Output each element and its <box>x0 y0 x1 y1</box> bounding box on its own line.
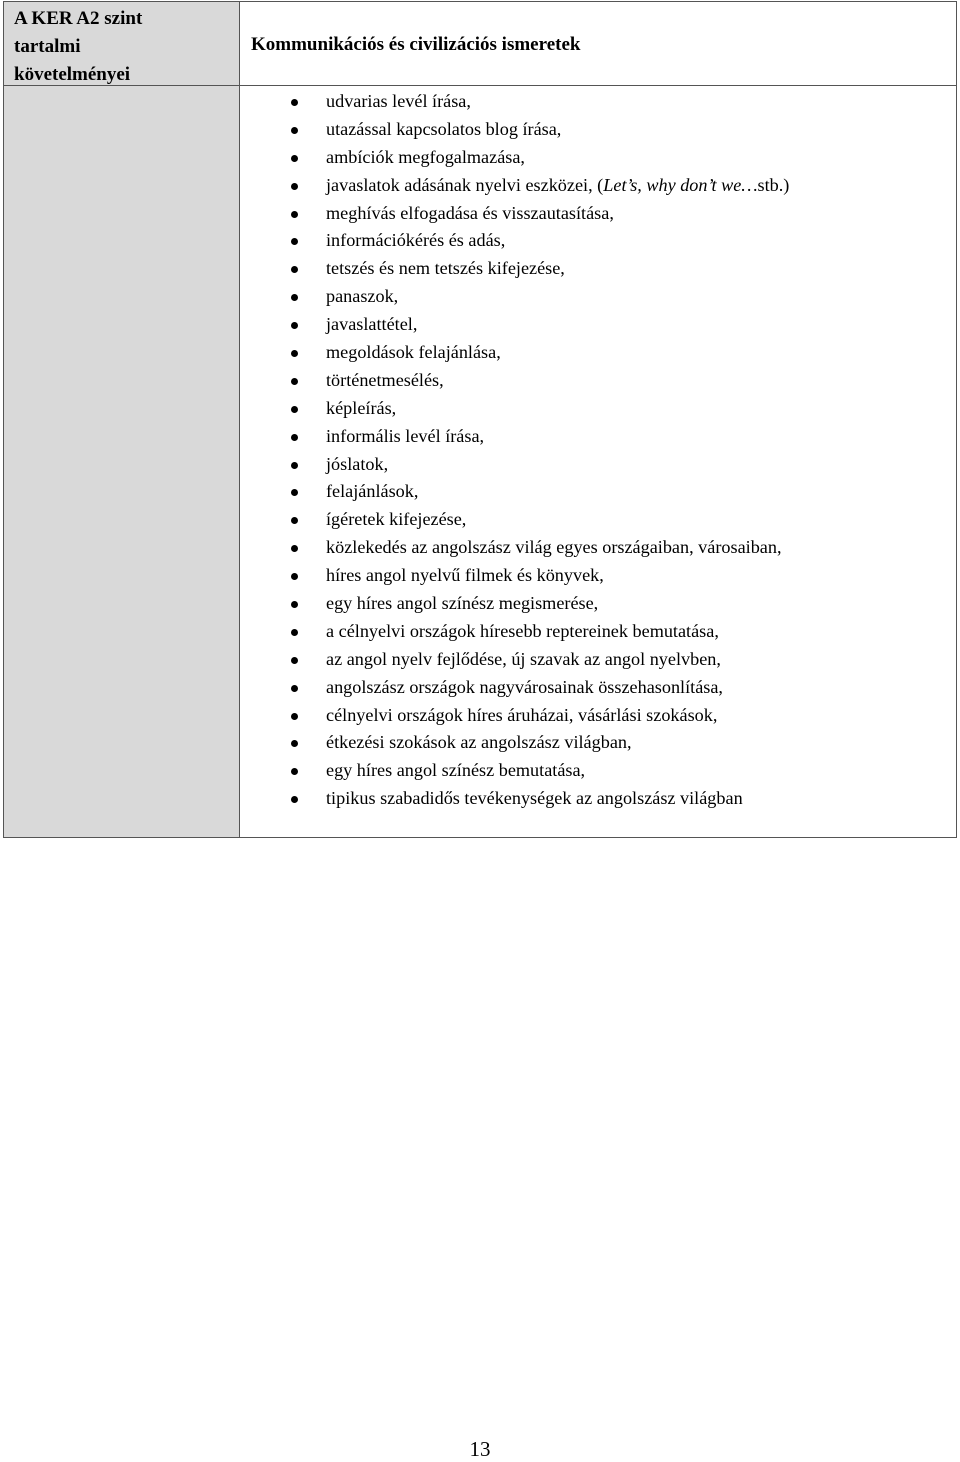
list-item-text: javaslatok adásának nyelvi eszközei, ( <box>326 174 604 195</box>
list-item-text: felajánlások, <box>326 481 419 502</box>
list-item <box>240 339 956 367</box>
bullet-icon <box>291 211 298 218</box>
list-item-text: tipikus szabadidős tevékenységek az angolszász világban <box>326 788 743 809</box>
list-item-text: jóslatok, <box>326 453 389 474</box>
list-item-text: tetszés és nem tetszés kifejezése, <box>326 258 565 279</box>
bullet-icon <box>291 601 298 608</box>
list-item-text: a célnyelvi országok híresebb reptereinek bemutatása, <box>326 620 719 641</box>
level-header <box>4 2 239 86</box>
list-item <box>240 702 956 730</box>
list-item-text: ambíciók megfogalmazása, <box>326 146 525 167</box>
bullet-icon <box>291 183 298 190</box>
list-item-text: közlekedés az angolszász világ egyes országaiban, városaiban, <box>326 537 782 558</box>
level-header-line: követelményei <box>14 64 131 85</box>
list-item-text: híres angol nyelvű filmek és könyvek, <box>326 565 604 586</box>
left-column <box>4 2 240 837</box>
list-item <box>240 506 956 534</box>
list-item-text: megoldások felajánlása, <box>326 342 501 363</box>
list-item-text: informális levél írása, <box>326 425 485 446</box>
list-item-text: utazással kapcsolatos blog írása, <box>326 118 562 139</box>
list-item <box>240 395 956 423</box>
list-item-text: egy híres angol színész bemutatása, <box>326 760 586 781</box>
list-item <box>240 144 956 172</box>
bullet-icon <box>291 350 298 357</box>
list-item <box>240 116 956 144</box>
bullet-icon <box>291 266 298 273</box>
bullet-icon <box>291 99 298 106</box>
bullet-icon <box>291 434 298 441</box>
list-item <box>240 172 956 200</box>
bullet-icon <box>291 462 298 469</box>
list-item <box>240 311 956 339</box>
list-item-text: étkezési szokások az angolszász világban, <box>326 732 632 753</box>
list-item <box>240 200 956 228</box>
list-item-text: udvarias levél írása, <box>326 91 471 111</box>
list-item-text: az angol nyelv fejlődése, új szavak az angol nyelvben, <box>326 648 721 669</box>
list-item-text: célnyelvi országok híres áruházai, vásárlási szokások, <box>326 704 718 725</box>
list-item-italic-text: Let’s, why don’t we… <box>603 174 758 195</box>
bullet-icon <box>291 713 298 720</box>
bullet-icon <box>291 127 298 134</box>
list-item <box>240 451 956 479</box>
list-item <box>240 534 956 562</box>
bullet-icon <box>291 657 298 664</box>
list-item <box>240 562 956 590</box>
bullet-icon <box>291 796 298 803</box>
topic-header: Kommunikációs és civilizációs ismeretek <box>240 2 956 86</box>
bullet-icon <box>291 238 298 245</box>
list-item <box>240 88 956 116</box>
list-item <box>240 729 956 757</box>
list-item-text: panaszok, <box>326 286 399 307</box>
list-item <box>240 423 956 451</box>
bullet-icon <box>291 322 298 329</box>
bullet-icon <box>291 406 298 413</box>
list-item <box>240 646 956 674</box>
level-header-line: tartalmi <box>14 36 81 57</box>
list-item <box>240 367 956 395</box>
list-item <box>240 227 956 255</box>
list-item <box>240 757 956 785</box>
list-item <box>240 478 956 506</box>
bullet-icon <box>291 517 298 524</box>
bullet-icon <box>291 768 298 775</box>
list-item <box>240 255 956 283</box>
bullet-icon <box>291 378 298 385</box>
bullet-icon <box>291 155 298 162</box>
list-item <box>240 590 956 618</box>
list-item <box>240 674 956 702</box>
list-item-text: javaslattétel, <box>326 314 418 335</box>
topic-list <box>240 88 956 813</box>
list-item-text: történetmesélés, <box>326 369 444 390</box>
list-item-text: angolszász országok nagyvárosainak összehasonlítása, <box>326 676 723 697</box>
list-item-text: képleírás, <box>326 397 397 418</box>
list-item-text: stb.) <box>757 174 790 195</box>
list-item <box>240 785 956 813</box>
level-header-line: A KER A2 szint <box>14 8 143 29</box>
list-item-text: egy híres angol színész megismerése, <box>326 593 599 614</box>
list-item-text: ígéretek kifejezése, <box>326 509 467 530</box>
bullet-icon <box>291 629 298 636</box>
bullet-icon <box>291 740 298 747</box>
requirements-table <box>3 1 957 838</box>
page-number: 13 <box>469 1437 491 1461</box>
list-item <box>240 618 956 646</box>
bullet-icon <box>291 489 298 496</box>
list-item-text: meghívás elfogadása és visszautasítása, <box>326 202 614 223</box>
bullet-icon <box>291 685 298 692</box>
bullet-icon <box>291 545 298 552</box>
bullet-icon <box>291 294 298 301</box>
list-item-text: információkérés és adás, <box>326 230 506 251</box>
list-item <box>240 283 956 311</box>
bullet-icon <box>291 573 298 580</box>
